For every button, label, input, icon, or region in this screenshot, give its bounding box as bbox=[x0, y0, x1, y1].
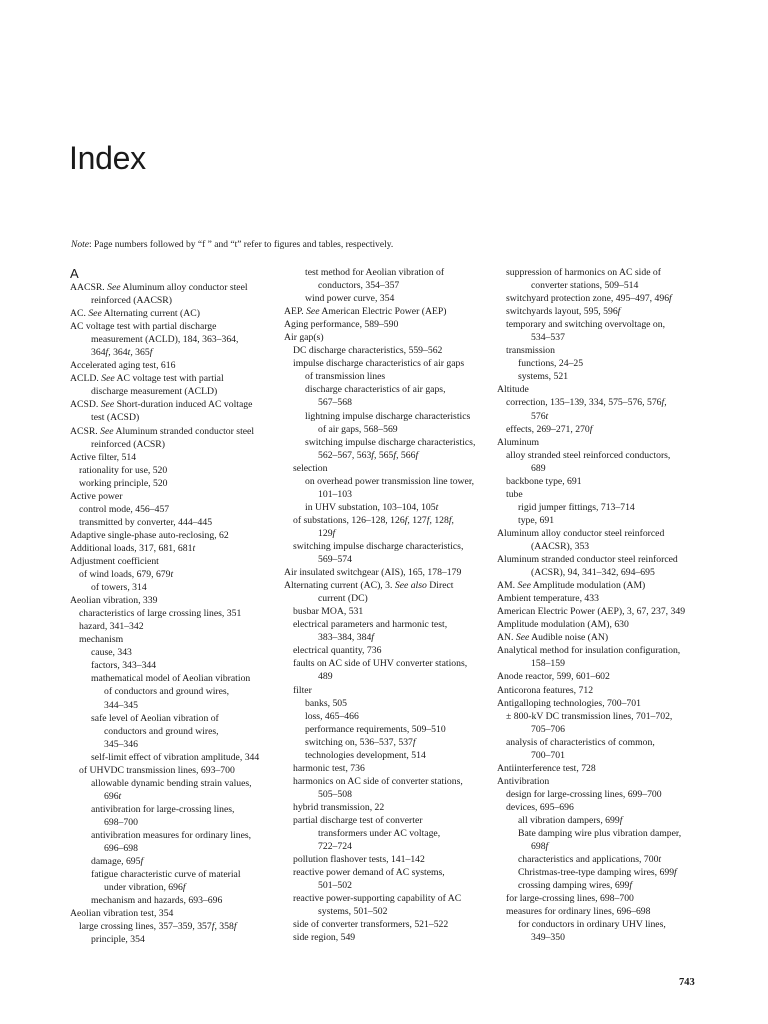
index-entry: Active filter, 514 bbox=[70, 451, 137, 463]
index-entry: harmonic test, 736 bbox=[293, 762, 365, 774]
index-entry: suppression of harmonics on AC side of bbox=[506, 267, 661, 278]
index-entry: antivibration for large-crossing lines, bbox=[91, 803, 235, 815]
index-entry: functions, 24–25 bbox=[518, 358, 584, 370]
index-entry: impulse discharge characteristics of air gaps bbox=[293, 358, 465, 370]
index-entry: Aging performance, 589–590 bbox=[284, 319, 399, 331]
index-entry: performance requirements, 509–510 bbox=[305, 723, 446, 735]
index-entry: AC. See Alternating current (AC) bbox=[70, 308, 200, 320]
index-entry: measures for ordinary lines, 696–698 bbox=[506, 906, 651, 918]
index-entry: devices, 695–696 bbox=[506, 801, 574, 813]
index-entry: Altitude bbox=[497, 384, 529, 396]
index-entry: current (DC) bbox=[318, 593, 368, 605]
index-entry: characteristics and applications, 700t bbox=[518, 854, 662, 866]
index-entry: of air gaps, 568–569 bbox=[318, 423, 398, 435]
index-entry: alloy stranded steel reinforced conductors, bbox=[506, 449, 671, 461]
index-entry: transmission bbox=[506, 345, 555, 357]
index-entry: AEP. See American Electric Power (AEP) bbox=[284, 306, 447, 318]
index-entry: rationality for use, 520 bbox=[79, 464, 168, 476]
index-entry: test (ACSD) bbox=[91, 412, 140, 424]
index-entry: self-limit effect of vibration amplitude, 344 bbox=[91, 751, 260, 763]
index-entry: DC discharge characteristics, 559–562 bbox=[293, 345, 443, 357]
index-entry: 505–508 bbox=[318, 788, 352, 800]
index-entry: reactive power demand of AC systems, bbox=[293, 867, 445, 879]
section-letter: A bbox=[70, 266, 79, 281]
index-entry: ACSR. See Aluminum stranded conductor steel bbox=[70, 425, 255, 437]
index-entry: 569–574 bbox=[318, 554, 352, 566]
index-column-1 bbox=[70, 266, 278, 946]
index-entry: switchyard protection zone, 495–497, 496f bbox=[506, 293, 672, 305]
index-entry: 344–345 bbox=[104, 699, 138, 711]
index-entry: Analytical method for insulation configuration, bbox=[497, 645, 681, 657]
index-entry: Amplitude modulation (AM), 630 bbox=[497, 619, 629, 631]
index-entry: 698f bbox=[531, 841, 549, 853]
index-entry: on overhead power transmission line tower, bbox=[305, 475, 475, 487]
index-entry: control mode, 456–457 bbox=[79, 503, 170, 515]
index-entry: in UHV substation, 103–104, 105t bbox=[305, 501, 439, 513]
index-entry: selection bbox=[293, 462, 328, 474]
index-entry: for conductors in ordinary UHV lines, bbox=[518, 919, 666, 931]
index-entry: Adaptive single-phase auto-reclosing, 62 bbox=[70, 529, 229, 541]
index-entry: tube bbox=[506, 488, 523, 500]
index-entry: electrical parameters and harmonic test, bbox=[293, 619, 448, 631]
index-entry: filter bbox=[293, 684, 312, 696]
index-entry: switchyards layout, 595, 596f bbox=[506, 306, 621, 318]
index-entry: conductors and ground wires, bbox=[104, 725, 219, 737]
index-entry: safe level of Aeolian vibration of bbox=[91, 712, 219, 724]
index-entry: of towers, 314 bbox=[91, 582, 147, 594]
index-entry: pollution flashover tests, 141–142 bbox=[293, 854, 425, 866]
index-entry: 698–700 bbox=[104, 816, 138, 828]
index-entry: 576t bbox=[531, 410, 549, 422]
index-entry: American Electric Power (AEP), 3, 67, 237, 349 bbox=[497, 606, 686, 618]
index-entry: converter stations, 509–514 bbox=[531, 280, 639, 292]
note-text: : Page numbers followed by “f ” and “t” refer to figures and tables, respectively. bbox=[88, 240, 394, 250]
index-entry: loss, 465–466 bbox=[305, 710, 359, 722]
index-entry: (AACSR), 353 bbox=[531, 540, 590, 552]
index-entry: 101–103 bbox=[318, 488, 352, 500]
index-entry: measurement (ACLD), 184, 363–364, bbox=[91, 334, 239, 346]
index-entry: cause, 343 bbox=[91, 647, 132, 659]
index-entry: ACSD. See Short-duration induced AC voltage bbox=[70, 399, 253, 411]
index-entry: reactive power-supporting capability of AC bbox=[293, 893, 462, 905]
index-entry: damage, 695f bbox=[91, 856, 144, 868]
index-entry: 489 bbox=[318, 671, 333, 683]
index-entry: Aeolian vibration, 339 bbox=[70, 595, 158, 607]
index-entry: ± 800-kV DC transmission lines, 701–702, bbox=[506, 710, 673, 722]
index-entry: Anode reactor, 599, 601–602 bbox=[497, 671, 610, 683]
index-entry: switching on, 536–537, 537f bbox=[305, 736, 416, 748]
index-entry: 696t bbox=[104, 790, 122, 802]
index-entry: mechanism bbox=[79, 634, 124, 646]
page-title: Index bbox=[69, 140, 146, 176]
index-entry: 534–537 bbox=[531, 332, 565, 344]
index-entry: AM. See Amplitude modulation (AM) bbox=[497, 580, 646, 592]
index-entry: Antiinterference test, 728 bbox=[497, 762, 596, 774]
index-entry: 158–159 bbox=[531, 658, 565, 670]
index-entry: Christmas-tree-type damping wires, 699f bbox=[518, 867, 677, 879]
index-entry: 567–568 bbox=[318, 397, 352, 409]
index-entry: Anticorona features, 712 bbox=[497, 684, 594, 696]
index-entry: 364f, 364t, 365f bbox=[91, 347, 153, 359]
note-label: Note bbox=[71, 240, 89, 250]
index-entry: banks, 505 bbox=[305, 697, 347, 709]
index-entry: principle, 354 bbox=[91, 934, 145, 946]
index-entry: discharge measurement (ACLD) bbox=[91, 386, 218, 398]
index-entry: systems, 501–502 bbox=[318, 906, 388, 918]
index-entry: design for large-crossing lines, 699–700 bbox=[506, 788, 662, 800]
index-entry: reinforced (AACSR) bbox=[91, 295, 172, 307]
index-entry: characteristics of large crossing lines, 351 bbox=[79, 608, 242, 620]
index-entry: 722–724 bbox=[318, 841, 352, 853]
index-entry: temporary and switching overvoltage on, bbox=[506, 319, 665, 331]
index-entry: under vibration, 696f bbox=[104, 882, 186, 894]
index-entry: lightning impulse discharge characteristics bbox=[305, 410, 471, 422]
index-entry: Ambient temperature, 433 bbox=[497, 593, 599, 605]
index-entry: effects, 269–271, 270f bbox=[506, 423, 593, 435]
index-entry: mechanism and hazards, 693–696 bbox=[91, 895, 223, 907]
index-entry: 562–567, 563f, 565f, 566f bbox=[318, 449, 419, 461]
index-entry: 501–502 bbox=[318, 880, 352, 892]
index-entry: conductors, 354–357 bbox=[318, 280, 400, 292]
index-entry: Accelerated aging test, 616 bbox=[70, 360, 176, 372]
index-entry: of conductors and ground wires, bbox=[104, 686, 230, 698]
index-entry: AC voltage test with partial discharge bbox=[70, 321, 217, 333]
index-entry: side region, 549 bbox=[293, 932, 356, 944]
index-entry: of transmission lines bbox=[305, 371, 386, 383]
index-entry: partial discharge test of converter bbox=[293, 814, 423, 826]
index-entry: 705–706 bbox=[531, 723, 565, 735]
page-number: 743 bbox=[679, 977, 695, 988]
index-entry: analysis of characteristics of common, bbox=[506, 736, 655, 748]
index-entry: transmitted by converter, 444–445 bbox=[79, 516, 213, 528]
index-entry: Air insulated switchgear (AIS), 165, 178–179 bbox=[284, 567, 462, 579]
index-entry: all vibration dampers, 699f bbox=[518, 814, 623, 826]
index-entry: side of converter transformers, 521–522 bbox=[293, 919, 449, 931]
index-entry: Antigalloping technologies, 700–701 bbox=[497, 697, 641, 709]
index-entry: 349–350 bbox=[531, 932, 565, 944]
index-entry: 383–384, 384f bbox=[318, 632, 374, 644]
index-entry: backbone type, 691 bbox=[506, 475, 582, 487]
index-entry: of UHVDC transmission lines, 693–700 bbox=[79, 764, 235, 776]
index-entry: rigid jumper fittings, 713–714 bbox=[518, 501, 635, 513]
index-entry: antivibration measures for ordinary lines, bbox=[91, 829, 252, 841]
index-entry: crossing damping wires, 699f bbox=[518, 880, 633, 892]
index-entry: reinforced (ACSR) bbox=[91, 438, 165, 450]
index-entry: wind power curve, 354 bbox=[305, 293, 395, 305]
index-entry: of substations, 126–128, 126f, 127f, 128f, bbox=[293, 514, 454, 526]
index-entry: type, 691 bbox=[518, 514, 555, 526]
index-entry: transformers under AC voltage, bbox=[318, 828, 441, 840]
index-entry: AACSR. See Aluminum alloy conductor steel bbox=[70, 282, 248, 293]
index-entry: harmonics on AC side of converter stations, bbox=[293, 775, 463, 787]
index-entry: hybrid transmission, 22 bbox=[293, 801, 385, 813]
index-entry: switching impulse discharge characteristics, bbox=[305, 436, 476, 448]
index-entry: hazard, 341–342 bbox=[79, 621, 144, 633]
index-entry: 129f bbox=[318, 527, 336, 539]
index-entry: for large-crossing lines, 698–700 bbox=[506, 893, 634, 905]
index-entry: Adjustment coefficient bbox=[70, 555, 159, 567]
index-entry: 689 bbox=[531, 462, 546, 474]
index-entry: Aluminum alloy conductor steel reinforced bbox=[497, 527, 665, 539]
index-entry: allowable dynamic bending strain values, bbox=[91, 777, 252, 789]
index-entry: 345–346 bbox=[104, 738, 138, 750]
index-entry: electrical quantity, 736 bbox=[293, 645, 382, 657]
index-entry: Additional loads, 317, 681, 681t bbox=[70, 542, 196, 554]
index-entry: 700–701 bbox=[531, 749, 565, 761]
index-entry: Aluminum bbox=[497, 436, 539, 448]
index-entry: faults on AC side of UHV converter stations, bbox=[293, 658, 468, 670]
index-entry: Air gap(s) bbox=[284, 332, 324, 344]
index-note bbox=[71, 240, 393, 250]
index-entry: busbar MOA, 531 bbox=[293, 606, 364, 618]
index-entry: Aeolian vibration test, 354 bbox=[70, 908, 174, 920]
index-entry: working principle, 520 bbox=[79, 477, 168, 489]
index-entry: discharge characteristics of air gaps, bbox=[305, 384, 446, 396]
index-entry: (ACSR), 94, 341–342, 694–695 bbox=[531, 567, 655, 579]
index-entry: factors, 343–344 bbox=[91, 660, 157, 672]
index-entry: systems, 521 bbox=[518, 371, 569, 383]
index-entry: large crossing lines, 357–359, 357f, 358f bbox=[79, 921, 237, 933]
index-entry: switching impulse discharge characteristics, bbox=[293, 540, 464, 552]
index-entry: of wind loads, 679, 679t bbox=[79, 569, 174, 581]
index-entry: test method for Aeolian vibration of bbox=[305, 267, 445, 278]
index-entry: Antivibration bbox=[497, 775, 550, 787]
index-entry: Active power bbox=[70, 490, 123, 502]
index-column-3 bbox=[497, 266, 705, 944]
index-entry: mathematical model of Aeolian vibration bbox=[91, 673, 251, 685]
index-entry: ACLD. See AC voltage test with partial bbox=[70, 373, 224, 385]
index-entry: AN. See Audible noise (AN) bbox=[497, 632, 609, 644]
index-entry: Alternating current (AC), 3. See also Direct bbox=[284, 580, 454, 592]
index-entry: technologies development, 514 bbox=[305, 749, 426, 761]
index-entry: 696–698 bbox=[104, 843, 138, 855]
index-entry: Aluminum stranded conductor steel reinforced bbox=[497, 554, 678, 566]
index-entry: correction, 135–139, 334, 575–576, 576f, bbox=[506, 397, 667, 409]
index-entry: fatigue characteristic curve of material bbox=[91, 869, 241, 881]
index-column-2 bbox=[284, 266, 492, 944]
index-entry: Bate damping wire plus vibration damper, bbox=[518, 828, 682, 840]
